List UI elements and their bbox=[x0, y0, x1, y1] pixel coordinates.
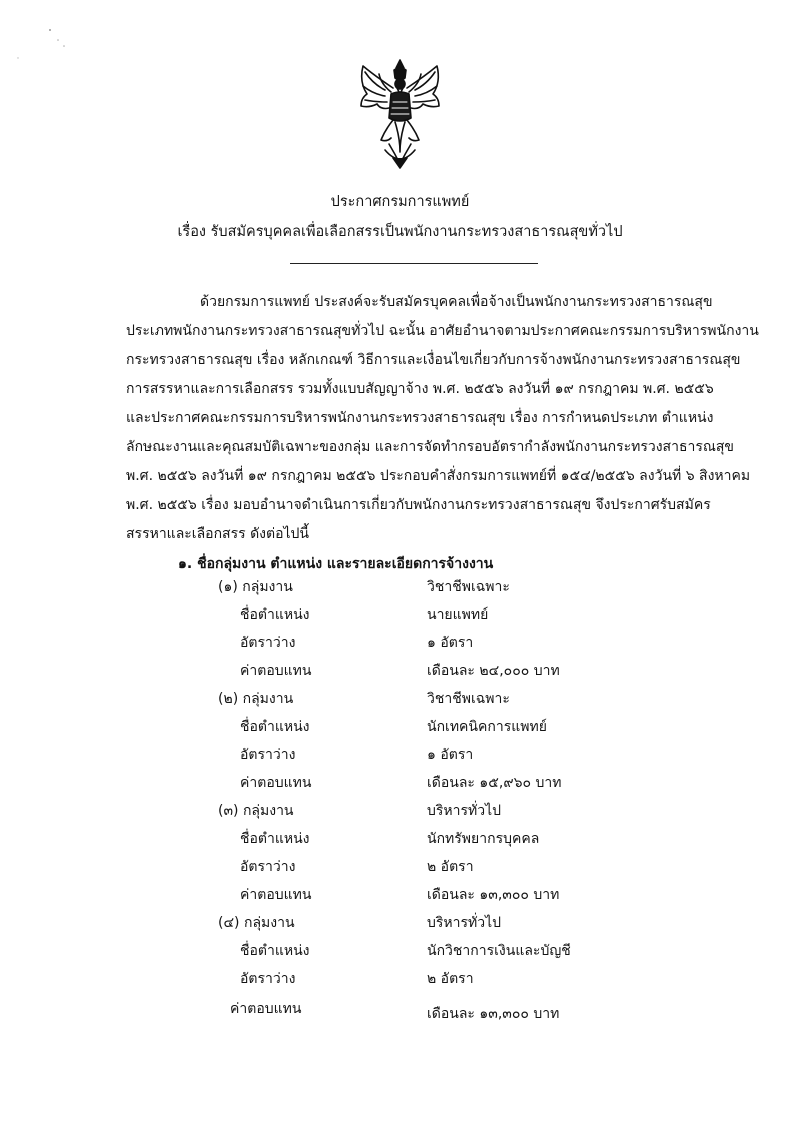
body-paragraph-line: ลักษณะงานและคุณสมบัติเฉพาะของกลุ่ม และการจัดทำกรอบอัตรากำลังพนักงานกระทรวงสาธารณสุข bbox=[126, 439, 734, 455]
vacancy-label: อัตราว่าง bbox=[240, 859, 296, 875]
vacancy-value: ๑ อัตรา bbox=[427, 635, 474, 651]
pay-label: ค่าตอบแทน bbox=[240, 663, 312, 679]
body-paragraph-line: พ.ศ. ๒๕๕๖ ลงวันที่ ๑๙ กรกฎาคม ๒๕๕๖ ประกอบคำสั่งกรมการแพทย์ที่ ๑๕๔/๒๕๕๖ ลงวันที่ ๖ สิงหาคม bbox=[126, 468, 751, 484]
group-value: วิชาชีพเฉพาะ bbox=[427, 579, 510, 595]
position-title-value: นายแพทย์ bbox=[427, 607, 489, 623]
group-value: บริหารทั่วไป bbox=[427, 803, 502, 819]
pay-value: เดือนละ ๑๕,๙๖๐ บาท bbox=[427, 775, 562, 791]
body-paragraph-line: สรรหาและเลือกสรร ดังต่อไปนี้ bbox=[126, 526, 310, 542]
group-label: (๒) กลุ่มงาน bbox=[218, 691, 294, 707]
position-title-label: ชื่อตำแหน่ง bbox=[240, 607, 310, 623]
body-paragraph-line: ประเภทพนักงานกระทรวงสาธารณสุขทั่วไป ฉะนั้น อาศัยอำนาจตามประกาศคณะกรรมการบริหารพนักงาน bbox=[126, 323, 759, 339]
scan-specks bbox=[0, 0, 120, 80]
position-title-label: ชื่อตำแหน่ง bbox=[240, 831, 310, 847]
pay-value: เดือนละ ๑๓,๓๐๐ บาท bbox=[427, 887, 560, 903]
body-paragraph-line: และประกาศคณะกรรมการบริหารพนักงานกระทรวงสาธารณสุข เรื่อง การกำหนดประเภท ตำแหน่ง bbox=[126, 410, 714, 426]
position-title-value: นักเทคนิคการแพทย์ bbox=[427, 719, 547, 735]
vacancy-value: ๒ อัตรา bbox=[427, 971, 474, 987]
announcement-subject: เรื่อง รับสมัครบุคคลเพื่อเลือกสรรเป็นพนักงานกระทรวงสาธารณสุขทั่วไป bbox=[177, 224, 623, 240]
position-title-value: นักวิชาการเงินและบัญชี bbox=[427, 943, 571, 959]
position-title-label: ชื่อตำแหน่ง bbox=[240, 943, 310, 959]
body-paragraph-line: การสรรหาและการเลือกสรร รวมทั้งแบบสัญญาจ้าง พ.ศ. ๒๕๕๖ ลงวันที่ ๑๙ กรกฎาคม พ.ศ. ๒๕๕๖ bbox=[126, 381, 714, 397]
vacancy-label: อัตราว่าง bbox=[240, 635, 296, 651]
header-divider bbox=[290, 263, 538, 264]
announcement-title: ประกาศกรมการแพทย์ bbox=[330, 194, 470, 210]
pay-value: เดือนละ ๑๓,๓๐๐ บาท bbox=[427, 1006, 560, 1022]
group-value: บริหารทั่วไป bbox=[427, 915, 502, 931]
group-label: (๔) กลุ่มงาน bbox=[218, 915, 295, 931]
pay-label: ค่าตอบแทน bbox=[230, 1001, 302, 1017]
pay-label: ค่าตอบแทน bbox=[240, 887, 312, 903]
body-paragraph-line: พ.ศ. ๒๕๕๖ เรื่อง มอบอำนาจดำเนินการเกี่ยวกับพนักงานกระทรวงสาธารณสุข จึงประกาศรับสมัคร bbox=[126, 497, 711, 513]
pay-label: ค่าตอบแทน bbox=[240, 775, 312, 791]
vacancy-label: อัตราว่าง bbox=[240, 971, 296, 987]
position-title-label: ชื่อตำแหน่ง bbox=[240, 719, 310, 735]
pay-value: เดือนละ ๒๔,๐๐๐ บาท bbox=[427, 663, 560, 679]
body-paragraph-line: กระทรวงสาธารณสุข เรื่อง หลักเกณฑ์ วิธีการและเงื่อนไขเกี่ยวกับการจ้างพนักงานกระทรวงสาธารณสุข bbox=[126, 352, 741, 368]
group-label: (๓) กลุ่มงาน bbox=[218, 803, 294, 819]
vacancy-value: ๒ อัตรา bbox=[427, 859, 474, 875]
garuda-emblem-icon bbox=[355, 58, 445, 170]
body-paragraph-line: ด้วยกรมการแพทย์ ประสงค์จะรับสมัครบุคคลเพื่อจ้างเป็นพนักงานกระทรวงสาธารณสุข bbox=[200, 294, 713, 310]
vacancy-label: อัตราว่าง bbox=[240, 747, 296, 763]
vacancy-value: ๑ อัตรา bbox=[427, 747, 474, 763]
position-title-value: นักทรัพยากรบุคคล bbox=[427, 831, 540, 847]
group-value: วิชาชีพเฉพาะ bbox=[427, 691, 510, 707]
group-label: (๑) กลุ่มงาน bbox=[218, 579, 293, 595]
section-heading: ๑. ชื่อกลุ่มงาน ตำแหน่ง และรายละเอียดการจ้างงาน bbox=[178, 556, 494, 572]
